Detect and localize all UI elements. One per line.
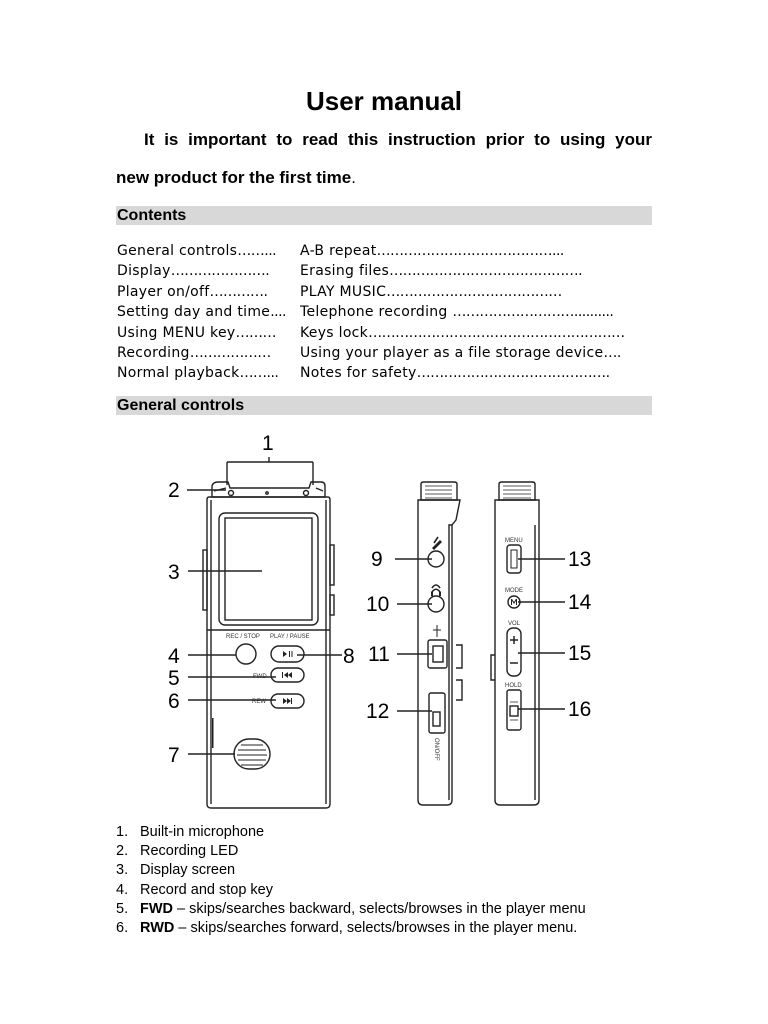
- toc-dots: …………………………………….: [389, 263, 583, 280]
- intro-line-1: It is important to read this instruction prior to using your: [144, 130, 652, 149]
- list-number: 6.: [116, 919, 129, 936]
- next-icon: [283, 698, 292, 704]
- callout-11: 11: [368, 643, 390, 666]
- callout-16: 16: [568, 698, 592, 721]
- callout-13: 13: [568, 548, 592, 571]
- list-text: – skips/searches forward, selects/browses in the player menu.: [174, 919, 578, 936]
- callout-10: 10: [366, 593, 390, 616]
- callout-2: 2: [168, 479, 180, 502]
- device-front-view: [203, 482, 334, 808]
- toc-label: Telephone recording: [300, 304, 453, 321]
- callout-15: 15: [568, 642, 592, 665]
- toc-label: Using MENU key: [117, 324, 236, 341]
- list-text: – skips/searches backward, selects/browses in the player menu: [173, 900, 586, 917]
- callout-5: 5: [168, 667, 180, 690]
- list-item: [116, 861, 586, 880]
- toc-dots: ……...: [237, 243, 277, 259]
- vol-label: VOL: [508, 621, 521, 627]
- list-number: 4.: [116, 881, 129, 898]
- contents-heading: Contents: [116, 206, 652, 225]
- page-title: User manual: [305, 86, 463, 116]
- toc-label: General controls: [117, 243, 238, 259]
- toc-label: Erasing files: [300, 263, 390, 280]
- volume-plus-icon: [510, 636, 518, 644]
- list-number: 1.: [116, 824, 129, 840]
- microphone-icon: [432, 540, 442, 550]
- list-item: [116, 881, 586, 900]
- toc-label: Keys lock: [300, 324, 369, 341]
- mode-label: MODE: [505, 588, 523, 594]
- list-text: Recording LED: [140, 843, 239, 860]
- toc-label: Setting day and time: [117, 304, 271, 321]
- toc-dots: ….: [603, 344, 621, 361]
- list-key: RWD: [140, 919, 175, 936]
- toc-label: Player on/off: [117, 283, 210, 300]
- list-item: [116, 842, 586, 861]
- callout-4: 4: [168, 645, 180, 668]
- toc-dots: ....: [270, 304, 287, 321]
- callout-1: 1: [262, 432, 274, 455]
- headphone-icon: [431, 589, 441, 597]
- toc-dots: ………………: [189, 344, 271, 361]
- toc-label: Using your player as a file storage device: [300, 344, 604, 361]
- usb-icon: [433, 625, 441, 637]
- toc-dots: …………………………………….: [416, 365, 610, 382]
- callout-14: 14: [568, 591, 592, 614]
- toc-label: Recording: [117, 344, 190, 361]
- rec-stop-label: REC / STOP: [226, 634, 260, 640]
- toc-dots: ………………………..........: [452, 304, 614, 321]
- hold-label: HOLD: [505, 683, 522, 689]
- controls-list: [116, 823, 586, 938]
- play-pause-icon: [283, 651, 293, 657]
- menu-key-icon: [511, 550, 517, 568]
- list-item: [116, 900, 586, 919]
- callout-3: 3: [168, 561, 180, 584]
- callout-7: 7: [168, 744, 180, 767]
- device-left-side-view: [418, 482, 462, 805]
- callout-6: 6: [168, 690, 180, 713]
- toc-dots: ………: [235, 324, 276, 341]
- general-controls-heading: General controls: [116, 396, 652, 415]
- previous-icon: [282, 672, 292, 678]
- callout-12: 12: [366, 700, 390, 723]
- list-number: 3.: [116, 862, 129, 879]
- list-text: Display screen: [140, 862, 236, 879]
- toc-label: A-B repeat: [300, 243, 377, 259]
- toc-label: PLAY MUSIC: [300, 283, 387, 300]
- device-right-side-view: [491, 482, 539, 805]
- toc-dots: ……...: [239, 365, 279, 382]
- rew-label: REW: [252, 699, 266, 705]
- mode-key-icon: [512, 599, 517, 605]
- toc-label: Display: [117, 263, 171, 280]
- list-item: [116, 919, 586, 938]
- play-pause-label: PLAY / PAUSE: [270, 634, 310, 640]
- list-number: 5.: [116, 900, 129, 917]
- toc-dots: ………….: [209, 283, 268, 300]
- list-text: Built-in microphone: [140, 824, 265, 840]
- toc-dots: ………………….: [170, 263, 270, 280]
- toc-label: Normal playback: [117, 365, 240, 382]
- list-number: 2.: [116, 843, 129, 860]
- list-item: [116, 823, 586, 842]
- toc-label: Notes for safety: [300, 365, 417, 382]
- toc-dots: …………………………………...: [376, 243, 564, 259]
- callout-8: 8: [343, 645, 355, 668]
- callout-9: 9: [371, 548, 383, 571]
- menu-label: MENU: [505, 538, 523, 544]
- intro-line-2-period: .: [351, 168, 356, 187]
- toc-dots: …………………………………: [386, 283, 562, 300]
- intro-line-2-text: new product for the first time: [116, 168, 352, 187]
- on-off-label: ON/OFF: [433, 738, 439, 761]
- list-key: FWD: [140, 900, 174, 917]
- fwd-label: FWD: [253, 674, 267, 680]
- list-text: Record and stop key: [140, 881, 273, 898]
- toc-dots: …………………………………………………: [368, 324, 625, 341]
